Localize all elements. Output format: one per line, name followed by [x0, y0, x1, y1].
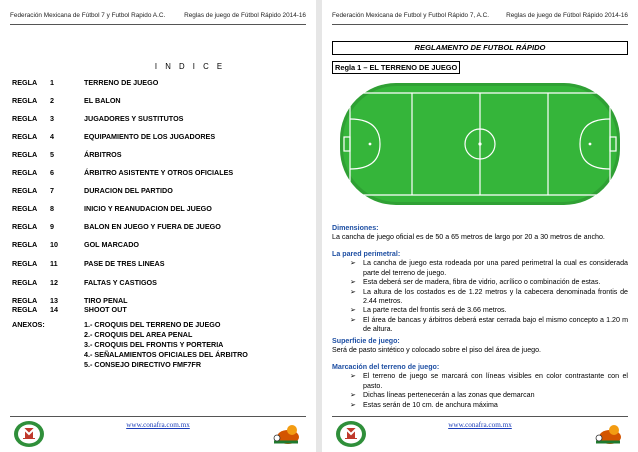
list-item-text: El área de bancas y árbitros deberá estar cerrada bajo el mismo concepto a 1.20 m de altura. [363, 315, 628, 334]
list-item [332, 391, 628, 400]
rule-number: 13 [50, 296, 58, 305]
rule-number: 14 [50, 305, 58, 314]
surface-section [332, 337, 628, 356]
rule-label: REGLA [12, 259, 38, 268]
bullet-arrow-icon: ➢ [350, 307, 356, 315]
footer-divider [10, 416, 306, 417]
annexes-list [84, 320, 248, 370]
rule-title: PASE DE TRES LINEAS [84, 259, 165, 268]
list-item [332, 278, 628, 287]
list-item [332, 372, 628, 391]
bullet-arrow-icon: ➢ [350, 401, 356, 409]
annex-item: 1.- CROQUIS DEL TERRENO DE JUEGO [84, 320, 221, 329]
list-item [332, 259, 628, 278]
rule-label: REGLA [12, 132, 38, 141]
annexes-label: ANEXOS: [12, 320, 45, 329]
bullet-arrow-icon: ➢ [350, 260, 356, 268]
rule-label: REGLA [12, 78, 38, 87]
rule-title: FALTAS Y CASTIGOS [84, 278, 157, 287]
list-item [332, 316, 628, 335]
bullet-arrow-icon: ➢ [350, 316, 356, 324]
footer-website-link[interactable]: www.conafra.com.mx [448, 421, 512, 429]
dimensions-heading: Dimensiones: [332, 224, 379, 232]
marking-heading: Marcación del terreno de juego: [332, 363, 440, 371]
list-item-text: La altura de los costados es de 1.22 metros y la cabecera denominada frontis de 2.44 metros. [363, 287, 628, 306]
rule-title: ÁRBITRO ASISTENTE Y OTROS OFICIALES [84, 168, 234, 177]
rule-title: BALON EN JUEGO Y FUERA DE JUEGO [84, 222, 221, 231]
rule-title: TERRENO DE JUEGO [84, 78, 159, 87]
header-federation: Federación Mexicana de Fútbol 7 y Futbol Rapido A.C. [10, 12, 166, 19]
list-item-text: El terreno de juego se marcará con líneas visibles en color contrastante con el pasto. [363, 372, 628, 390]
rule-title: GOL MARCADO [84, 240, 139, 249]
list-item-text: Dichas líneas pertenecerán a las zonas que demarcan [363, 391, 535, 400]
rule-number: 11 [50, 259, 58, 268]
rule-label: REGLA [12, 305, 38, 314]
rule-label: REGLA [12, 278, 38, 287]
header-rules-title: Reglas de juego de Fútbol Rápido 2014-16 [506, 12, 628, 19]
annex-item: 4.- SEÑALAMIENTOS OFICIALES DEL ÁRBITRO [84, 350, 248, 359]
rule-label: REGLA [12, 222, 38, 231]
header-divider [10, 24, 306, 25]
rule-number: 3 [50, 114, 54, 123]
footer-website-link[interactable]: www.conafra.com.mx [126, 421, 190, 429]
rule-title: EQUIPAMIENTO DE LOS JUGADORES [84, 132, 216, 141]
rule-title: JUGADORES Y SUSTITUTOS [84, 114, 184, 123]
rule-number: 1 [50, 78, 54, 87]
header-divider [332, 24, 628, 25]
marking-section [332, 363, 628, 410]
page-left [0, 0, 316, 452]
list-item-text: Estas serán de 10 cm. de anchura máxima [363, 400, 498, 409]
list-item-text: La parte recta del frontis será de 3.66 metros. [363, 306, 507, 315]
list-item [332, 288, 628, 307]
rule-number: 10 [50, 240, 58, 249]
list-item-text: La cancha de juego esta rodeada por una pared perimetral la cual es considerada parte del terreno de juego. [363, 259, 628, 277]
rule-label: REGLA [12, 168, 38, 177]
bullet-arrow-icon: ➢ [350, 288, 356, 296]
rule-number: 9 [50, 222, 54, 231]
rule-number: 12 [50, 278, 58, 287]
rule-number: 8 [50, 204, 54, 213]
rule-title: INICIO Y REANUDACION DEL JUEGO [84, 204, 212, 213]
index-title: I N D I C E [154, 62, 226, 71]
rule-number: 6 [50, 168, 54, 177]
surface-heading: Superficie de juego: [332, 337, 400, 345]
list-item [332, 401, 628, 410]
rule-number: 5 [50, 150, 54, 159]
rule-heading: Regla 1 – EL TERRENO DE JUEGO [332, 61, 460, 74]
surface-text: Será de pasto sintético y colocado sobre el piso del área de juego. [332, 346, 542, 355]
bullet-arrow-icon: ➢ [350, 279, 356, 287]
mascot-logo-icon [268, 422, 304, 446]
rule-number: 4 [50, 132, 54, 141]
mascot-logo-icon [590, 422, 626, 446]
dimensions-text: La cancha de juego oficial es de 50 a 65 metros de largo por 20 a 30 metros de ancho. [332, 233, 605, 242]
annex-item: 2.- CROQUIS DEL AREA PENAL [84, 330, 193, 339]
rule-number: 2 [50, 96, 54, 105]
pitch-diagram [340, 83, 620, 205]
rule-title: ÁRBITROS [84, 150, 122, 159]
list-item [332, 306, 628, 315]
rule-label: REGLA [12, 150, 38, 159]
rule-title: DURACION DEL PARTIDO [84, 186, 173, 195]
rule-label: REGLA [12, 96, 38, 105]
section-title: REGLAMENTO DE FUTBOL RÁPIDO [332, 41, 628, 55]
header-federation: Federación Mexicana de Futbol y Futbol Rápido 7, A.C. [332, 12, 490, 19]
rule-label: REGLA [12, 204, 38, 213]
wall-section [332, 250, 628, 335]
rule-title: SHOOT OUT [84, 305, 127, 314]
rule-label: REGLA [12, 114, 38, 123]
bullet-arrow-icon: ➢ [350, 373, 356, 381]
wall-heading: La pared perimetral: [332, 250, 401, 258]
header-rules-title: Reglas de juego de Fútbol Rápido 2014-16 [184, 12, 306, 19]
annex-item: 3.- CROQUIS DEL FRONTIS Y PORTERIA [84, 340, 224, 349]
bullet-arrow-icon: ➢ [350, 392, 356, 400]
list-item-text: Esta deberá ser de madera, fibra de vidrio, acrílico o combinación de estas. [363, 278, 601, 287]
rule-label: REGLA [12, 296, 38, 305]
rule-label: REGLA [12, 240, 38, 249]
page-right [322, 0, 638, 452]
rule-title: TIRO PENAL [84, 296, 128, 305]
footer-divider [332, 416, 628, 417]
dimensions-section [332, 224, 628, 243]
rule-title: EL BALON [84, 96, 121, 105]
rule-label: REGLA [12, 186, 38, 195]
annex-item: 5.- CONSEJO DIRECTIVO FMF7FR [84, 360, 202, 369]
rule-number: 7 [50, 186, 54, 195]
